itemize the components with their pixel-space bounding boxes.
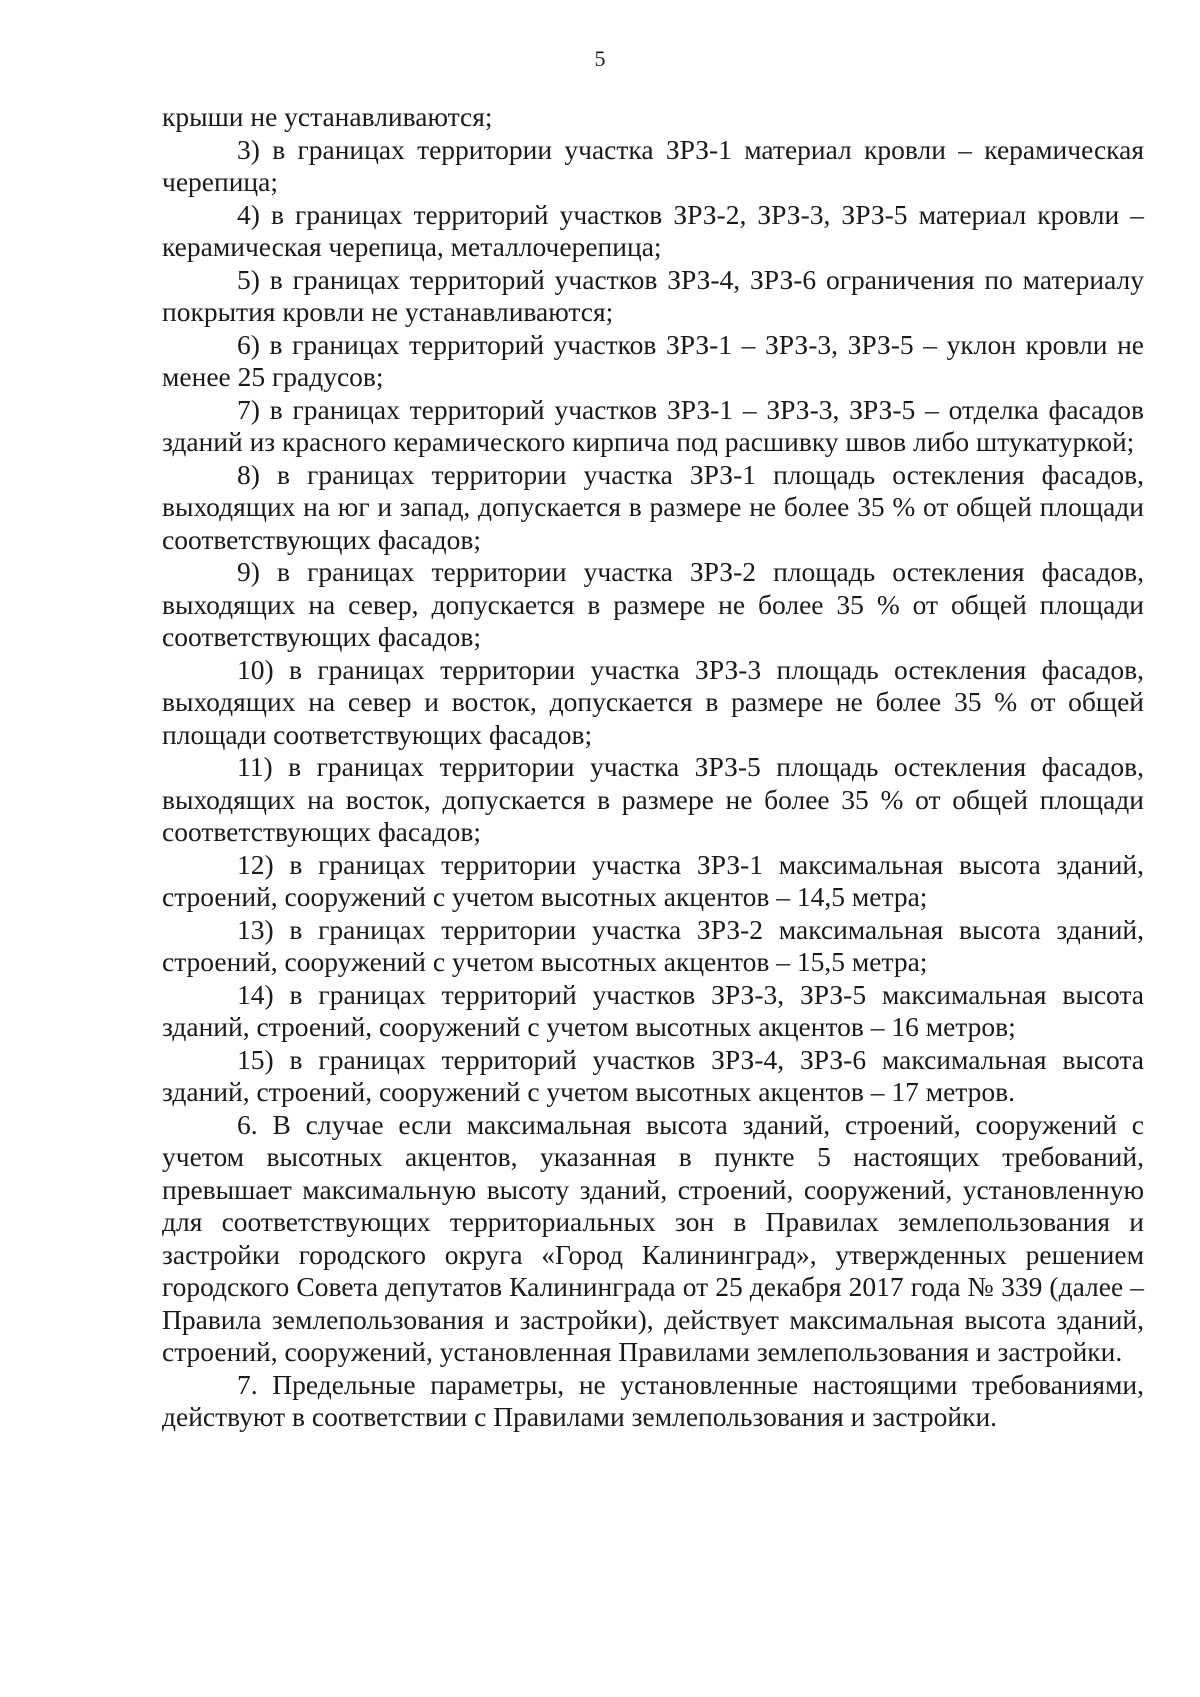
paragraph-item-8: 8) в границах территории участка ЗРЗ-1 площадь остекления фасадов, выходящих на юг и запад, допускается в размере не более 35 % от общей площади соответствующих фасадов;	[162, 458, 1144, 555]
document-body	[162, 101, 1144, 1434]
paragraph-continuation: крыши не устанавливаются;	[162, 101, 493, 132]
paragraph-item-13: 13) в границах территории участка ЗРЗ-2 максимальная высота зданий, строений, сооружений с учетом высотных акцентов – 15,5 метра;	[162, 913, 1144, 977]
paragraph-item-15: 15) в границах территорий участков ЗРЗ-4, ЗРЗ-6 максимальная высота зданий, строений, сооружений с учетом высотных акцентов – 17 метров.	[162, 1043, 1144, 1107]
paragraph-item-9: 9) в границах территории участка ЗРЗ-2 площадь остекления фасадов, выходящих на север, допускается в размере не более 35 % от общей площади соответствующих фасадов;	[162, 556, 1144, 652]
paragraph-section-7: 7. Предельные параметры, не установленные настоящими требованиями, действуют в соответствии с Правилами землепользования и застройки.	[162, 1368, 1144, 1432]
paragraph-item-10: 10) в границах территории участка ЗРЗ-3 площадь остекления фасадов, выходящих на север и восток, допускается в размере не более 35 % от общей площади соответствующих фасадов;	[162, 653, 1144, 750]
page-number: 5	[594, 46, 606, 71]
paragraph-item-14: 14) в границах территорий участков ЗРЗ-3, ЗРЗ-5 максимальная высота зданий, строений, сооружений с учетом высотных акцентов – 16 метров;	[162, 978, 1144, 1042]
paragraph-item-11: 11) в границах территории участка ЗРЗ-5 площадь остекления фасадов, выходящих на восток, допускается в размере не более 35 % от общей площади соответствующих фасадов;	[162, 751, 1144, 847]
paragraph-section-6: 6. В случае если максимальная высота зданий, строений, сооружений с учетом высотных акцентов, указанная в пункте 5 настоящих требований, превышает максимальную высоту зданий, строений, сооружений, установленную для соответствующих территориальных зон в Правилах землепользования и застройки городского округа «Город Калининград», утвержденных решением городского Совета депутатов Калининграда от 25 декабря 2017 года № 339 (далее – Правила землепользования и застройки), действует максимальная высота зданий, строений, сооружений, установленная Правилами землепользования и застройки.	[162, 1108, 1144, 1367]
paragraph-item-3: 3) в границах территории участка ЗРЗ-1 материал кровли – керамическая черепица;	[162, 133, 1144, 197]
paragraph-item-7: 7) в границах территорий участков ЗРЗ-1 – ЗРЗ-3, ЗРЗ-5 – отделка фасадов зданий из красного керамического кирпича под расшивку швов либо штукатуркой;	[162, 393, 1144, 457]
paragraph-item-6: 6) в границах территорий участков ЗРЗ-1 – ЗРЗ-3, ЗРЗ-5 – уклон кровли не менее 25 градусов;	[162, 328, 1144, 392]
paragraph-item-5: 5) в границах территорий участков ЗРЗ-4, ЗРЗ-6 ограничения по материалу покрытия кровли не устанавливаются;	[162, 263, 1144, 327]
paragraph-item-12: 12) в границах территории участка ЗРЗ-1 максимальная высота зданий, строений, сооружений с учетом высотных акцентов – 14,5 метра;	[162, 848, 1144, 912]
paragraph-item-4: 4) в границах территорий участков ЗРЗ-2, ЗРЗ-3, ЗРЗ-5 материал кровли – керамическая черепица, металлочерепица;	[162, 198, 1144, 262]
